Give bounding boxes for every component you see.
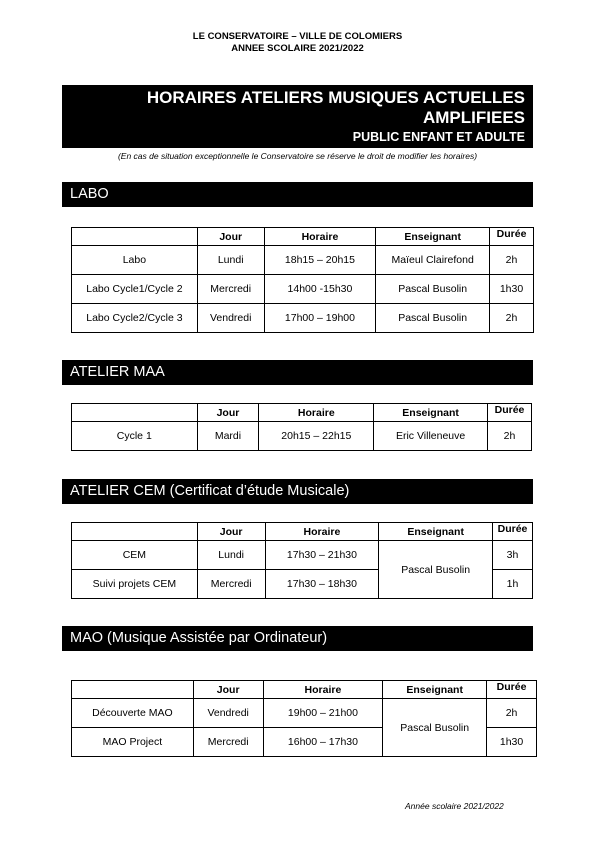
cell-jour: Mardi [197,422,259,451]
table-row [72,422,532,451]
table-header-row [72,228,534,246]
cell-name: Découverte MAO [72,699,194,728]
cell-name: Labo Cycle1/Cycle 2 [72,275,198,304]
header-cell-name [72,681,194,699]
header-cell-duree: Durée [493,523,533,541]
cell-duree: 1h30 [490,275,534,304]
header-cell-jour: Jour [197,228,264,246]
cell-jour: Vendredi [197,304,264,333]
cell-name: Cycle 1 [72,422,198,451]
cell-name: Labo Cycle2/Cycle 3 [72,304,198,333]
footer-school-year: Année scolaire 2021/2022 [405,801,504,811]
cell-enseignant-merged: Pascal Busolin [383,699,487,757]
table-row [72,246,534,275]
title-block [62,85,533,148]
header-cell-enseignant: Enseignant [379,523,493,541]
header-cell-horaire: Horaire [265,523,379,541]
cell-duree: 1h30 [487,728,537,757]
section-title-atelier-maa: ATELIER MAA [62,360,533,385]
disclaimer-note: (En cas de situation exceptionnelle le Conservatoire se réserve le droit de modifier les horaires) [117,151,478,161]
cell-jour: Mercredi [197,570,265,599]
header-cell-enseignant: Enseignant [383,681,487,699]
section-title-atelier-cem: ATELIER CEM (Certificat d’étude Musicale) [62,479,533,504]
title-line-3: PUBLIC ENFANT ET ADULTE [352,130,525,144]
cell-horaire: 17h00 – 19h00 [264,304,376,333]
header-cell-jour: Jour [193,681,263,699]
header-cell-duree: Durée [490,228,534,246]
header-cell-duree: Durée [488,404,532,422]
schedule-table-labo [71,227,534,333]
cell-name: CEM [72,541,198,570]
cell-jour: Mercredi [193,728,263,757]
cell-jour: Mercredi [197,275,264,304]
table-row [72,541,533,570]
cell-duree: 2h [488,422,532,451]
cell-duree: 3h [493,541,533,570]
title-line-2: AMPLIFIEES [422,108,525,127]
header-line-1: LE CONSERVATOIRE – VILLE DE COLOMIERS [192,31,403,42]
cell-enseignant: Maïeul Clairefond [376,246,490,275]
table-header-row [72,404,532,422]
document-header [0,31,595,55]
cell-jour: Lundi [197,246,264,275]
header-cell-name [72,404,198,422]
cell-enseignant: Pascal Busolin [376,275,490,304]
cell-horaire: 20h15 – 22h15 [259,422,374,451]
schedule-table-mao [71,680,537,757]
title-line-1: HORAIRES ATELIERS MUSIQUES ACTUELLES [146,88,525,107]
table-header-row [72,523,533,541]
schedule-table-maa [71,403,532,451]
cell-horaire: 19h00 – 21h00 [263,699,383,728]
cell-horaire: 14h00 -15h30 [264,275,376,304]
cell-duree: 2h [490,246,534,275]
header-line-2: ANNEE SCOLAIRE 2021/2022 [231,43,364,54]
header-cell-horaire: Horaire [264,228,376,246]
cell-name: MAO Project [72,728,194,757]
cell-duree: 2h [487,699,537,728]
schedule-table-cem [71,522,533,599]
section-title-mao: MAO (Musique Assistée par Ordinateur) [62,626,533,651]
table-row [72,304,534,333]
cell-enseignant-merged: Pascal Busolin [379,541,493,599]
cell-duree: 2h [490,304,534,333]
cell-jour: Lundi [197,541,265,570]
section-title-labo: LABO [62,182,533,207]
table-header-row [72,681,537,699]
cell-enseignant: Eric Villeneuve [374,422,488,451]
cell-enseignant: Pascal Busolin [376,304,490,333]
cell-horaire: 16h00 – 17h30 [263,728,383,757]
cell-duree: 1h [493,570,533,599]
cell-jour: Vendredi [193,699,263,728]
cell-horaire: 17h30 – 21h30 [265,541,379,570]
cell-horaire: 17h30 – 18h30 [265,570,379,599]
cell-name: Suivi projets CEM [72,570,198,599]
header-cell-jour: Jour [197,404,259,422]
header-cell-horaire: Horaire [259,404,374,422]
table-row [72,699,537,728]
header-cell-duree: Durée [487,681,537,699]
header-cell-enseignant: Enseignant [376,228,490,246]
header-cell-name [72,228,198,246]
cell-name: Labo [72,246,198,275]
header-cell-name [72,523,198,541]
cell-horaire: 18h15 – 20h15 [264,246,376,275]
header-cell-horaire: Horaire [263,681,383,699]
header-cell-enseignant: Enseignant [374,404,488,422]
header-cell-jour: Jour [197,523,265,541]
table-row [72,275,534,304]
